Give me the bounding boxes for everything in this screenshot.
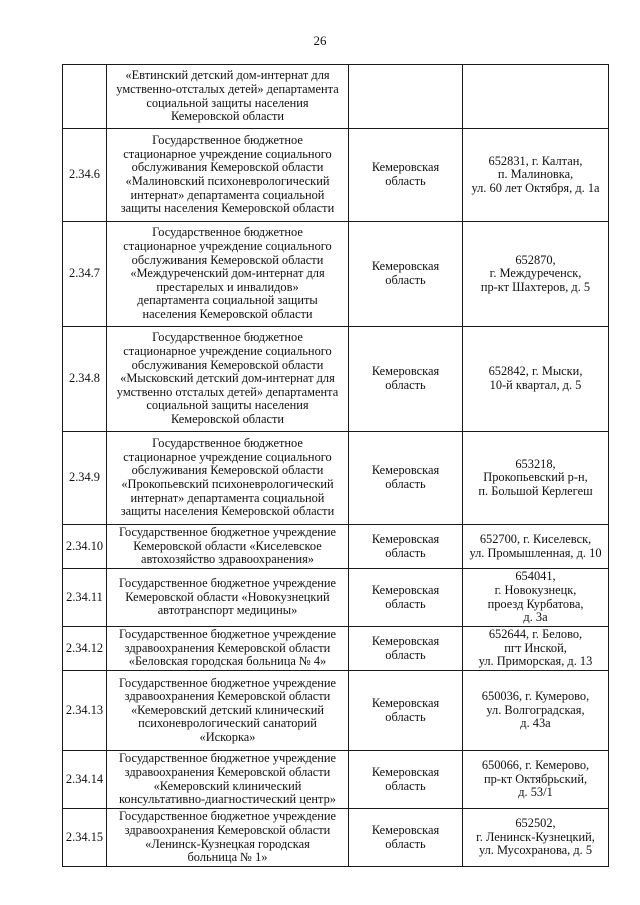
address-cell (463, 569, 609, 627)
region-cell (349, 65, 463, 129)
institution-name (107, 627, 349, 671)
address-cell-line: Прокопьевский р-н, (483, 470, 588, 485)
region-cell-line: область (385, 477, 426, 491)
region-cell-line: Кемеровская (371, 259, 440, 274)
address-cell (463, 222, 609, 327)
institution-name-line: обслуживания Кемеровской области (131, 252, 324, 267)
institution-name-line: защиты населения Кемеровской области (120, 504, 335, 519)
table-row (63, 751, 609, 809)
institution-name-line: стационарное учреждение социального (123, 239, 332, 254)
address-cell-line: 653218, (515, 456, 556, 471)
address-cell (463, 327, 609, 432)
address-cell (463, 432, 609, 525)
address-cell-line: пр-кт Октябрьский, (483, 771, 588, 786)
region-cell-line: Кемеровская (371, 695, 440, 710)
address-cell-line: 654041, (515, 569, 556, 584)
institution-name-line: психоневрологический санаторий (138, 716, 317, 731)
institution-name-line: консультативно-диагностический центр» (119, 792, 336, 807)
address-cell-line: 652700, г. Киселевск, (479, 531, 592, 546)
institution-name (107, 525, 349, 569)
region-cell-line: Кемеровская (371, 822, 440, 837)
address-cell (463, 627, 609, 671)
institution-name-line: «Мысковский детский дом-интернат для (120, 371, 335, 386)
table-row (63, 432, 609, 525)
region-cell-line: Кемеровская (371, 582, 440, 597)
institution-name-line: Кемеровской области «Киселевское (133, 538, 322, 553)
address-cell-line: 652870, (515, 252, 556, 267)
region-cell-line: область (385, 545, 426, 560)
row-number: 2.34.7 (63, 222, 107, 327)
institution-name-line: защиты населения Кемеровской области (120, 201, 335, 216)
institution-name-line: Государственное бюджетное учреждение (118, 627, 337, 642)
address-cell (463, 671, 609, 751)
institution-name-line: «Прокопьевский психоневрологический (121, 477, 334, 491)
address-cell-line: пгт Инской, (504, 640, 567, 655)
region-cell-line: Кемеровская (371, 160, 440, 175)
institution-name-line: Государственное бюджетное (152, 330, 303, 345)
address-cell-line: ул. Промышленная, д. 10 (469, 545, 602, 560)
institution-name (107, 327, 349, 432)
region-cell (349, 327, 463, 432)
address-cell-line: 652831, г. Калтан, (488, 153, 583, 168)
institution-name-line: социальной защиты населения (146, 398, 309, 413)
row-number (63, 65, 107, 129)
address-cell-line: 10-й квартал, д. 5 (489, 378, 582, 392)
institution-name-line: «Ленинск-Кузнецкая городская (145, 836, 310, 851)
region-cell-line: область (385, 378, 426, 392)
institution-name-line: департамента социальной защиты (137, 293, 318, 308)
address-cell (463, 809, 609, 867)
row-number: 2.34.10 (63, 525, 107, 569)
region-cell-line: область (385, 273, 426, 287)
address-cell-line: 652842, г. Мыски, (488, 364, 583, 379)
address-cell-line: д. 53/1 (518, 785, 553, 800)
institution-name-line: «Междуреченский дом-интернат для (130, 266, 325, 281)
institution-name-line: стационарное учреждение социального (123, 146, 332, 161)
institution-name (107, 222, 349, 327)
institution-name-line: больница № 1» (187, 850, 268, 865)
row-number: 2.34.14 (63, 751, 107, 809)
address-cell-line: ул. Мусохранова, д. 5 (478, 843, 593, 858)
region-cell-line: область (385, 174, 426, 188)
region-cell (349, 525, 463, 569)
address-cell-line: д. 3а (523, 610, 548, 625)
address-cell-line: д. 43а (520, 716, 551, 731)
institution-name (107, 432, 349, 525)
institution-name-line: обслуживания Кемеровской области (131, 160, 324, 175)
row-number: 2.34.6 (63, 129, 107, 222)
institution-name-line: Государственное бюджетное учреждение (118, 576, 337, 591)
row-number: 2.34.9 (63, 432, 107, 525)
institution-name-line: Кемеровской области (170, 109, 285, 124)
address-cell (463, 525, 609, 569)
table-row (63, 327, 609, 432)
row-number: 2.34.11 (63, 569, 107, 627)
institution-name-line: «Малиновский психоневрологический (125, 174, 330, 188)
address-cell-line: 650066, г. Кемерово, (481, 758, 590, 773)
address-cell-line: г. Междуреченск, (489, 266, 582, 281)
institution-name-line: Государственное бюджетное учреждение (118, 525, 337, 540)
institution-name-line: Кемеровской области (170, 411, 285, 426)
table-row (63, 525, 609, 569)
institution-name-line: «Кемеровский клинический (153, 778, 302, 793)
institution-name-line: здравоохранения Кемеровской области (124, 689, 331, 704)
table-row (63, 129, 609, 222)
region-cell-line: область (385, 647, 426, 662)
institution-name (107, 671, 349, 751)
institution-name (107, 65, 349, 129)
region-cell-line: Кемеровская (371, 764, 440, 779)
address-cell (463, 65, 609, 129)
institution-name-line: Государственное бюджетное (152, 436, 303, 451)
institution-name-line: автохозяйство здравоохранения» (141, 552, 314, 567)
institution-name-line: «Кемеровский детский клинический (130, 702, 325, 717)
institution-name-line: «Беловская городская больница № 4» (128, 654, 327, 669)
address-cell-line: ул. Приморская, д. 13 (478, 654, 593, 669)
table-row (63, 627, 609, 671)
institutions-table (62, 64, 609, 867)
address-cell-line: п. Малиновка, (497, 167, 574, 182)
institution-name-line: здравоохранения Кемеровской области (124, 822, 331, 837)
row-number: 2.34.8 (63, 327, 107, 432)
institution-name-line: здравоохранения Кемеровской области (124, 764, 331, 779)
region-cell-line: Кемеровская (371, 633, 440, 648)
address-cell-line: п. Большой Керлегеш (478, 483, 593, 498)
institution-name-line: Государственное бюджетное учреждение (118, 809, 337, 824)
region-cell-line: область (385, 709, 426, 724)
institution-name (107, 809, 349, 867)
table-row (63, 671, 609, 751)
institution-name-line: Государственное бюджетное учреждение (118, 675, 337, 690)
address-cell-line: пр-кт Шахтеров, д. 5 (480, 279, 591, 294)
institution-name-line: умственно-отсталых детей» департамента (116, 81, 339, 96)
address-cell-line: 652502, (515, 816, 556, 831)
institution-name-line: «Искорка» (199, 729, 256, 744)
region-cell (349, 751, 463, 809)
address-cell-line: г. Новокузнецк, (494, 582, 577, 597)
institution-name-line: «Евтинский детский дом-интернат для (125, 68, 330, 83)
institution-name (107, 751, 349, 809)
region-cell-line: Кемеровская (371, 463, 440, 478)
table-row (63, 809, 609, 867)
region-cell (349, 129, 463, 222)
region-cell-line: область (385, 778, 426, 793)
region-cell (349, 432, 463, 525)
table-row (63, 569, 609, 627)
institution-name-line: Государственное бюджетное учреждение (118, 751, 337, 766)
address-cell-line: ул. 60 лет Октября, д. 1а (471, 180, 600, 195)
institution-name (107, 569, 349, 627)
row-number: 2.34.13 (63, 671, 107, 751)
row-number: 2.34.15 (63, 809, 107, 867)
address-cell-line: г. Ленинск-Кузнецкий, (476, 829, 595, 844)
region-cell (349, 671, 463, 751)
institution-name-line: обслуживания Кемеровской области (131, 357, 324, 372)
institution-name-line: социальной защиты населения (146, 95, 309, 110)
institution-name-line: Государственное бюджетное (152, 133, 303, 148)
region-cell-line: Кемеровская (371, 531, 440, 546)
address-cell-line: проезд Курбатова, (487, 596, 584, 611)
region-cell-line: область (385, 596, 426, 611)
table-row (63, 65, 609, 129)
region-cell (349, 627, 463, 671)
institution-name (107, 129, 349, 222)
institution-name-line: обслуживания Кемеровской области (131, 463, 324, 478)
region-cell-line: Кемеровская (371, 364, 440, 379)
institution-name-line: интернат» департамента социальной (130, 490, 325, 505)
institution-name-line: умственно отсталых детей» департамента (116, 384, 339, 399)
institution-name-line: населения Кемеровской области (142, 306, 313, 321)
institution-name-line: Государственное бюджетное (152, 225, 303, 240)
address-cell (463, 751, 609, 809)
region-cell (349, 569, 463, 627)
institution-name-line: стационарное учреждение социального (123, 449, 332, 464)
institution-name-line: престарелых и инвалидов» (156, 279, 299, 294)
institution-name-line: Кемеровской области «Новокузнецкий (125, 589, 330, 604)
institution-name-line: стационарное учреждение социального (123, 344, 332, 359)
region-cell (349, 222, 463, 327)
region-cell-line: область (385, 836, 426, 851)
page-number: 26 (313, 33, 327, 48)
institution-name-line: интернат» департамента социальной (130, 187, 325, 202)
address-cell (463, 129, 609, 222)
table-row (63, 222, 609, 327)
row-number: 2.34.12 (63, 627, 107, 671)
address-cell-line: 652644, г. Белово, (488, 627, 583, 642)
institution-name-line: автотранспорт медицины» (157, 603, 298, 618)
region-cell (349, 809, 463, 867)
institution-name-line: здравоохранения Кемеровской области (124, 640, 331, 655)
address-cell-line: ул. Волгоградская, (486, 702, 585, 717)
address-cell-line: 650036, г. Кумерово, (481, 689, 590, 704)
